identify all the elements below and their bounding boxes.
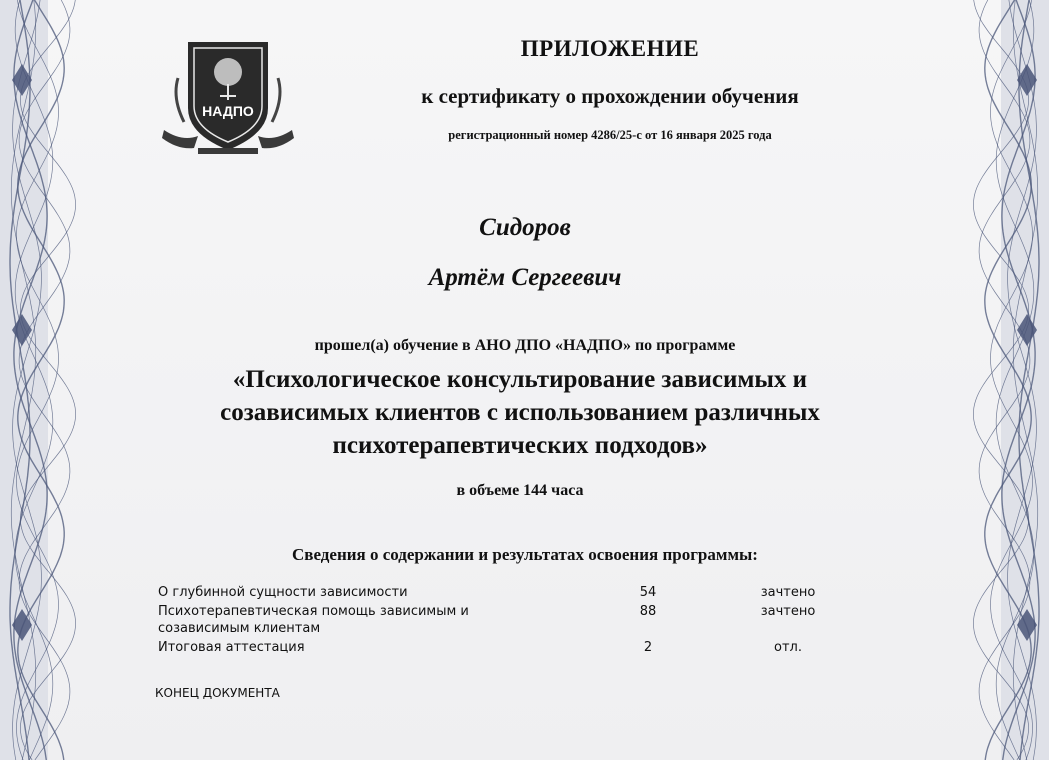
- results-table: [158, 584, 858, 658]
- document-subtitle: к сертификату о прохождении обучения: [421, 84, 799, 108]
- module-hours: 2: [643, 640, 653, 655]
- module-grade: зачтено: [760, 585, 816, 600]
- module-hours: 54: [639, 585, 657, 600]
- end-of-document: КОНЕЦ ДОКУМЕНТА: [155, 686, 280, 700]
- document-title: ПРИЛОЖЕНИЕ: [520, 36, 700, 61]
- logo-emblem-text: НАДПО: [202, 103, 254, 119]
- person-surname: Сидоров: [479, 214, 571, 241]
- results-row: [158, 584, 858, 601]
- module-name: О глубинной сущности зависимости: [158, 585, 408, 600]
- nadpo-logo: [158, 38, 298, 160]
- program-title: [150, 363, 890, 462]
- program-title-line: психотерапевтических подходов»: [332, 432, 708, 459]
- left-guilloche-border: [0, 0, 110, 760]
- module-name: Психотерапевтическая помощь зависимым и созависимым клиентам: [158, 604, 469, 636]
- training-intro: прошел(а) обучение в АНО ДПО «НАДПО» по программе: [314, 337, 736, 354]
- module-name: Итоговая аттестация: [158, 640, 305, 655]
- training-volume: в объеме 144 часа: [456, 482, 584, 499]
- results-row: [158, 603, 858, 637]
- module-hours: 88: [639, 604, 657, 619]
- person-given-names: Артём Сергеевич: [428, 264, 622, 291]
- module-grade: зачтено: [760, 604, 816, 619]
- right-guilloche-border: [939, 0, 1049, 760]
- module-grade: отл.: [774, 640, 802, 655]
- program-title-line: «Психологическое консультирование зависимых и: [232, 366, 808, 393]
- registration-number: регистрационный номер 4286/25-с от 16 января 2025 года: [448, 128, 772, 142]
- program-title-line: созависимых клиентов с использованием различных: [220, 399, 820, 426]
- results-heading: Сведения о содержании и результатах освоения программы:: [292, 545, 758, 564]
- results-row: [158, 639, 858, 656]
